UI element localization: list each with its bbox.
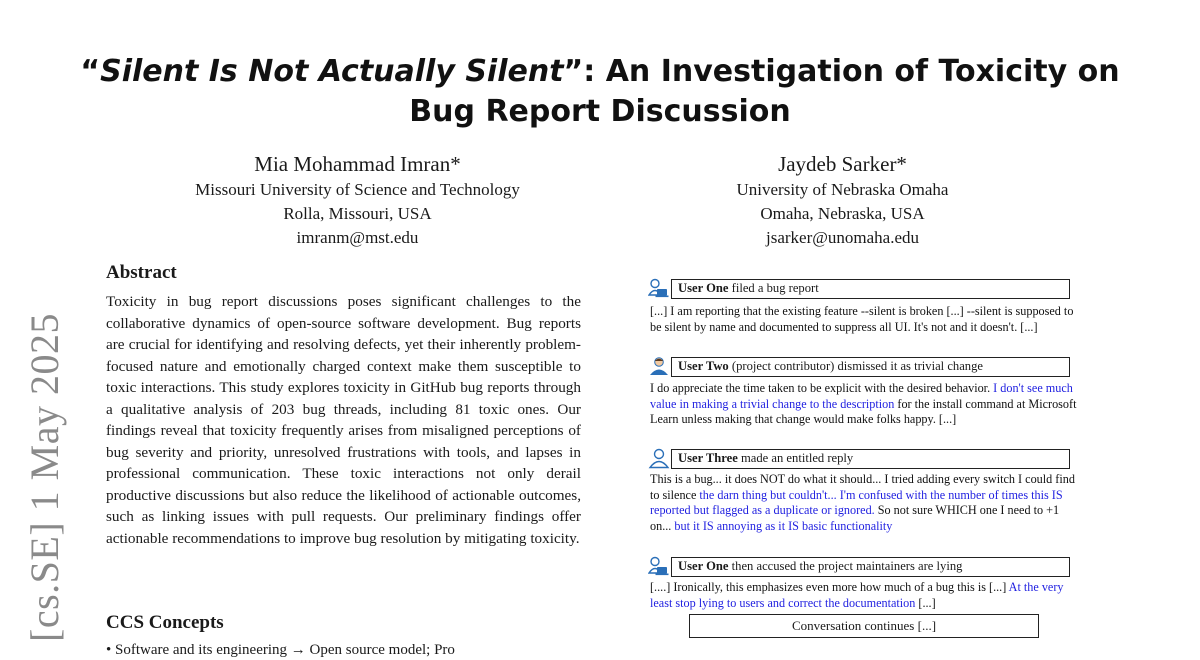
turn-header-box bbox=[671, 279, 1070, 299]
author-location: Omaha, Nebraska, USA bbox=[760, 204, 925, 223]
paper-title bbox=[80, 52, 1120, 132]
message-segment: [...] I am reporting that the existing feature --silent is broken [...] --silent is supposed to be silent by name and documented to suppress all UI. It's not and it doesn't. [...] bbox=[650, 304, 1074, 334]
user-outline-icon bbox=[648, 448, 670, 469]
turn-action: filed a bug report bbox=[728, 281, 819, 295]
author-name: Jaydeb Sarker* bbox=[778, 152, 907, 176]
conversation-turn bbox=[648, 356, 1078, 427]
conversation-turn bbox=[648, 278, 1078, 334]
author-affiliation: Missouri University of Science and Technology bbox=[195, 180, 520, 199]
turn-user: User Two bbox=[678, 359, 729, 373]
conversation-turn bbox=[648, 556, 1078, 610]
toxic-highlight: but it IS annoying as it IS basic functionality bbox=[674, 518, 893, 533]
arxiv-stamp bbox=[18, 315, 70, 640]
turn-message bbox=[650, 472, 1078, 534]
author-block-2 bbox=[630, 150, 1055, 250]
user-laptop-icon bbox=[648, 278, 670, 299]
arxiv-stamp-text: [cs.SE] 1 May 2025 bbox=[21, 313, 67, 642]
conversation-turn bbox=[648, 448, 1078, 533]
toxic-highlight: I don't see much value in making a trivial change to the description bbox=[650, 381, 1073, 411]
author-name: Mia Mohammad Imran* bbox=[254, 152, 461, 176]
turn-message bbox=[650, 580, 1078, 611]
toxic-highlight: the darn thing but couldn't... I'm confused with the number of times this IS reported but flagged as a duplicate or ignored. bbox=[650, 487, 1063, 518]
author-block-1 bbox=[135, 150, 580, 250]
turn-header-box bbox=[671, 357, 1070, 377]
turn-action: (project contributor) dismissed it as trivial change bbox=[728, 359, 983, 373]
abstract-text: Toxicity in bug report discussions poses significant challenges to the collaborative dynamics of open-source software development. Bug reports are crucial for identifying and resolving defects, yet their inherently problem-focused nature and emotionally charged context make them susceptible to toxic interactions. This study explores toxicity in GitHub bug reports through a qualitative analysis of 203 bug threads, including 81 toxic ones. Our findings reveal that toxicity frequently arises from misaligned perceptions of bug severity and priority, unresolved frustrations with tools, and lapses in professional communication. These toxic interactions not only derail productive discussions but also reduce the likelihood of actionable outcomes, such as linking issues with pull requests. Our preliminary findings offer actionable recommendations to improve bug resolution by mitigating toxicity. bbox=[106, 293, 581, 547]
author-email: imranm@mst.edu bbox=[296, 228, 419, 247]
turn-header-box bbox=[671, 449, 1070, 469]
ccs-concepts-line: • Software and its engineering → Open source model; Pro bbox=[106, 642, 455, 658]
author-affiliation: University of Nebraska Omaha bbox=[736, 180, 949, 199]
turn-action: then accused the project maintainers are lying bbox=[728, 559, 963, 573]
turn-message bbox=[650, 381, 1078, 428]
toxic-highlight: At the very least stop lying to users and correct the documentation bbox=[650, 580, 1064, 610]
message-segment: So not sure WHICH one I need to +1 on... bbox=[650, 503, 1060, 533]
title-quote-open: “ bbox=[80, 54, 101, 89]
title-quoted: Silent Is Not Actually Silent bbox=[100, 54, 564, 89]
message-segment: for the install command at Microsoft Learn unless making that change would make folks happy. [...] bbox=[650, 396, 1077, 427]
turn-action: made an entitled reply bbox=[737, 451, 854, 465]
message-segment: [...] bbox=[915, 595, 936, 610]
ccs-heading: CCS Concepts bbox=[106, 612, 224, 633]
message-segment: I do appreciate the time taken to be explicit with the desired behavior. bbox=[650, 381, 994, 395]
turn-message bbox=[650, 304, 1078, 335]
message-segment: This is a bug... it does NOT do what it should... I tried adding every switch I could find to silence bbox=[650, 472, 1075, 502]
message-segment: [....] Ironically, this emphasizes even more how much of a bug this is [...] bbox=[650, 580, 1009, 594]
turn-user: User One bbox=[678, 559, 729, 573]
conversation-continues-box: Conversation continues [...] bbox=[689, 614, 1039, 638]
user-laptop-icon bbox=[648, 556, 670, 577]
author-location: Rolla, Missouri, USA bbox=[283, 204, 432, 223]
turn-header-box bbox=[671, 557, 1070, 577]
title-rest: : An Investigation of Toxicity on Bug Report Discussion bbox=[409, 54, 1120, 129]
title-quote-close: ” bbox=[563, 54, 584, 89]
turn-user: User Three bbox=[678, 451, 738, 465]
abstract-heading: Abstract bbox=[106, 262, 177, 283]
author-email: jsarker@unomaha.edu bbox=[765, 228, 920, 247]
turn-user: User One bbox=[678, 281, 729, 295]
user-person-icon bbox=[648, 356, 670, 377]
